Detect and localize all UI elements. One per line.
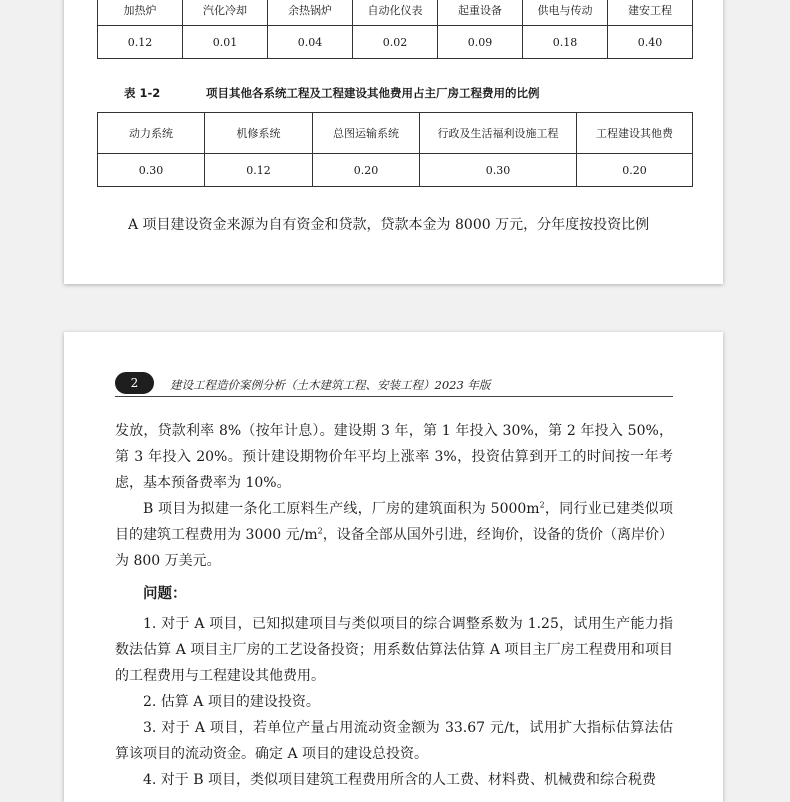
- page-number-badge: 2: [115, 372, 154, 394]
- table-cell: 0.04: [268, 26, 353, 59]
- body-text: [115, 418, 673, 793]
- table-cell: 0.20: [577, 154, 693, 187]
- question-item: 4. 对于 B 项目，类似项目建筑工程费用所含的人工费、材料费、机械费和综合税费: [143, 772, 656, 788]
- paragraph-text: ，设备全部从国外引进，经询价，设备的货价（离岸价）为 800 万美元。: [115, 527, 674, 569]
- paragraph-text: ，同行业已建类似项目的建筑工程费用为 3000 元/m: [115, 501, 674, 543]
- table-cell: 0.01: [183, 26, 268, 59]
- table-cell: 0.09: [438, 26, 523, 59]
- table-cell: 0.12: [98, 26, 183, 59]
- table-cell: 0.02: [353, 26, 438, 59]
- paragraph: 发放，贷款利率 8%（按年计息）。建设期 3 年，第 1 年投入 30%，第 2 年投入 50%，第 3 年投入 20%。预计建设期物价年平均上涨率 3%，投资估算到开工的时间按一年考虑，基本预备费率为 10%。: [115, 423, 673, 491]
- table-cell: 0.12: [205, 154, 313, 187]
- table-header-cell: 余热锅炉: [268, 0, 353, 26]
- ratio-table-2: [97, 112, 693, 187]
- table-row: [98, 26, 693, 59]
- table-header-cell: 汽化冷却: [183, 0, 268, 26]
- body-text-line: A 项目建设资金来源为自有资金和贷款，贷款本金为 8000 万元，分年度按投资比例: [128, 217, 650, 233]
- table-header-cell: 总图运输系统: [313, 113, 420, 154]
- table-cell: 0.30: [420, 154, 577, 187]
- table-header-row: [98, 113, 693, 154]
- table-caption-number: 表 1-2: [124, 86, 161, 100]
- table-cell: 0.20: [313, 154, 420, 187]
- table-header-cell: 建安工程: [608, 0, 693, 26]
- table-header-cell: 自动化仪表: [353, 0, 438, 26]
- paragraph-text: B 项目为拟建一条化工原料生产线，厂房的建筑面积为 5000m: [143, 501, 540, 517]
- table-header-cell: 工程建设其他费: [577, 113, 693, 154]
- table-header-row: [98, 0, 693, 26]
- page-top: [64, 0, 723, 284]
- superscript: 2: [539, 500, 545, 510]
- table-cell: 0.40: [608, 26, 693, 59]
- table-header-cell: 起重设备: [438, 0, 523, 26]
- ratio-table-1: [97, 0, 693, 59]
- table-cell: 0.30: [98, 154, 205, 187]
- question-item: 2. 估算 A 项目的建设投资。: [143, 694, 320, 710]
- table-cell: 0.18: [523, 26, 608, 59]
- header-divider: [115, 396, 673, 397]
- question-item: 1. 对于 A 项目，已知拟建项目与类似项目的综合调整系数为 1.25，试用生产能力指数法估算 A 项目主厂房的工艺设备投资；用系数估算法估算 A 项目主厂房工程费用和项目的工程费用与工程建设其他费用。: [115, 616, 673, 684]
- page-bottom: [64, 332, 723, 802]
- question-item: 3. 对于 A 项目，若单位产量占用流动资金额为 33.67 元/t，试用扩大指标估算法估算该项目的流动资金。确定 A 项目的建设总投资。: [115, 720, 673, 762]
- superscript: 2: [317, 526, 323, 536]
- table-caption-title: 项目其他各系统工程及工程建设其他费用占主厂房工程费用的比例: [206, 86, 540, 100]
- table-caption: [124, 85, 540, 101]
- table-header-cell: 动力系统: [98, 113, 205, 154]
- table-header-cell: 加热炉: [98, 0, 183, 26]
- table-row: [98, 154, 693, 187]
- paragraph: [115, 496, 673, 574]
- table-header-cell: 行政及生活福利设施工程: [420, 113, 577, 154]
- table-header-cell: 机修系统: [205, 113, 313, 154]
- table-header-cell: 供电与传动: [523, 0, 608, 26]
- running-header-title: 建设工程造价案例分析（土木建筑工程、安装工程）2023 年版: [170, 378, 491, 392]
- questions-heading: 问题：: [143, 586, 187, 602]
